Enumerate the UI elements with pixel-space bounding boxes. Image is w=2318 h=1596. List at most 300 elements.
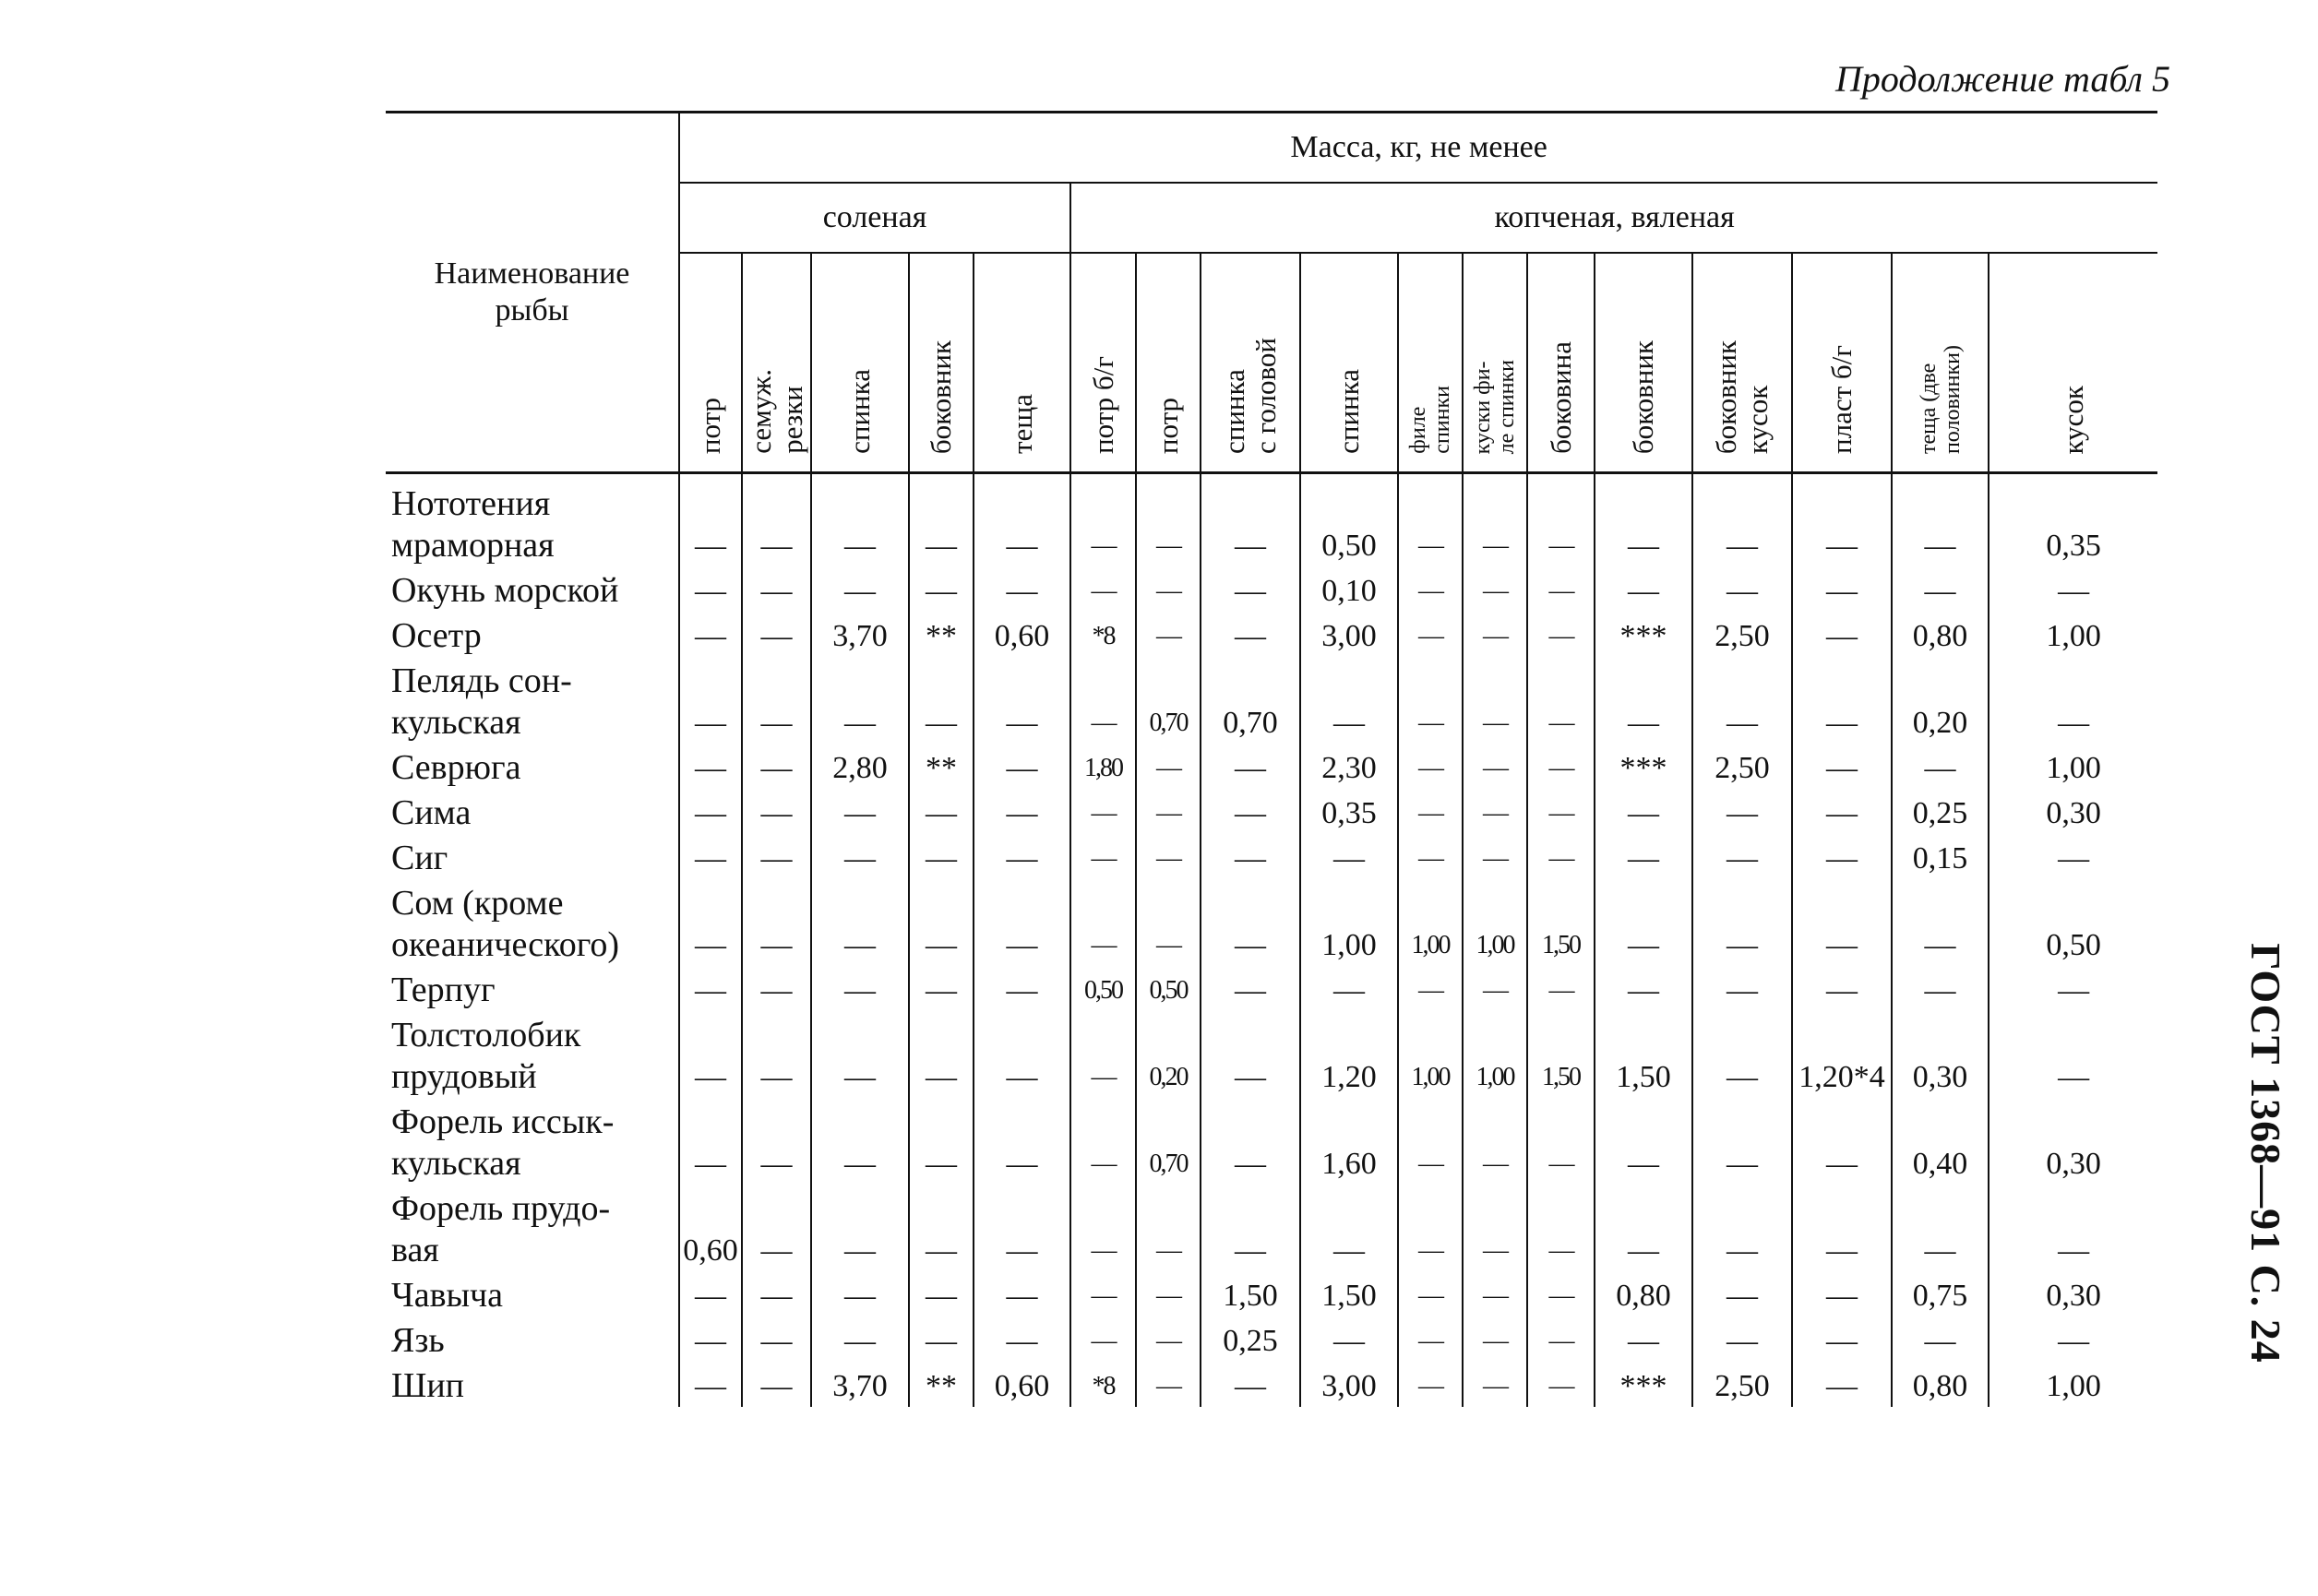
mass-value-cell: — <box>811 1271 909 1316</box>
table-row <box>386 834 2157 879</box>
mass-value-cell: — <box>742 744 811 789</box>
mass-value-cell: — <box>1136 1271 1201 1316</box>
mass-value-cell: — <box>742 473 811 567</box>
column-header-6 <box>1070 253 1136 473</box>
mass-value-cell: — <box>1300 1185 1398 1271</box>
mass-value-cell: — <box>1070 1098 1136 1185</box>
fish-name-cell: Нототения мраморная <box>391 484 555 565</box>
column-header-label: куски фи- ле спинки <box>1471 359 1519 454</box>
mass-value-cell: — <box>1792 834 1892 879</box>
mass-value-cell: — <box>1463 612 1527 657</box>
column-header-label: спинка с головой <box>1218 337 1282 454</box>
column-header-13 <box>1595 253 1692 473</box>
mass-value-cell: 0,60 <box>974 1362 1070 1407</box>
mass-value-cell: — <box>1201 879 1300 966</box>
mass-value-cell: — <box>1070 566 1136 612</box>
mass-value-cell: — <box>1989 1316 2157 1362</box>
mass-value-cell: — <box>909 1098 974 1185</box>
mass-value-cell: — <box>811 657 909 744</box>
group-header-salted: соленая <box>679 183 1070 253</box>
fish-name-cell: Сом (кроме океанического) <box>391 884 619 964</box>
mass-value-cell: — <box>1595 879 1692 966</box>
mass-value-cell: — <box>1398 657 1463 744</box>
mass-value-cell: — <box>1398 789 1463 834</box>
mass-value-cell: — <box>1892 744 1989 789</box>
mass-value-cell: — <box>811 473 909 567</box>
mass-value-cell: — <box>1692 1316 1792 1362</box>
fish-name-cell: Сима <box>391 793 472 832</box>
mass-value-cell: — <box>1136 744 1201 789</box>
mass-value-cell: — <box>1989 966 2157 1011</box>
mass-value-cell: — <box>1070 657 1136 744</box>
mass-value-cell: — <box>1070 473 1136 567</box>
mass-value-cell: — <box>1300 966 1398 1011</box>
column-header-label: теща (две половинки) <box>1916 344 1965 454</box>
mass-value-cell: — <box>1595 566 1692 612</box>
mass-value-cell: 1,50 <box>1527 879 1595 966</box>
column-header-15 <box>1792 253 1892 473</box>
mass-value-cell: — <box>909 834 974 879</box>
mass-value-cell: — <box>974 1098 1070 1185</box>
mass-value-cell: — <box>974 744 1070 789</box>
mass-value-cell: — <box>1692 789 1792 834</box>
mass-value-cell: — <box>811 834 909 879</box>
mass-value-cell: 1,00 <box>1398 1011 1463 1098</box>
column-header-label: семуж. резки <box>744 369 808 454</box>
column-header-label: потр б/г <box>1086 356 1119 454</box>
mass-value-cell: — <box>1527 834 1595 879</box>
mass-value-cell: — <box>1398 473 1463 567</box>
fish-name-cell: Шип <box>391 1366 465 1405</box>
mass-value-cell: — <box>1070 834 1136 879</box>
mass-value-cell: — <box>1595 1185 1692 1271</box>
mass-value-cell: — <box>1136 473 1201 567</box>
column-header-label: теща <box>1005 394 1038 454</box>
mass-value-cell: 0,70 <box>1136 657 1201 744</box>
mass-value-cell: *8 <box>1070 612 1136 657</box>
mass-value-cell: — <box>1792 657 1892 744</box>
mass-header: Масса, кг, не менее <box>679 113 2157 184</box>
mass-value-cell: — <box>1692 834 1792 879</box>
mass-value-cell: — <box>679 1098 742 1185</box>
mass-value-cell: — <box>1527 473 1595 567</box>
mass-value-cell: 0,20 <box>1892 657 1989 744</box>
mass-value-cell: — <box>1201 744 1300 789</box>
mass-value-cell: — <box>679 1316 742 1362</box>
mass-value-cell: — <box>1792 1185 1892 1271</box>
mass-value-cell: — <box>1070 1011 1136 1098</box>
mass-value-cell: — <box>1527 966 1595 1011</box>
mass-value-cell: — <box>1989 566 2157 612</box>
mass-value-cell: — <box>1595 1098 1692 1185</box>
mass-value-cell: — <box>1463 1098 1527 1185</box>
mass-value-cell: — <box>1201 473 1300 567</box>
mass-value-cell: — <box>909 1011 974 1098</box>
mass-value-cell: — <box>811 789 909 834</box>
mass-value-cell: 1,50 <box>1201 1271 1300 1316</box>
mass-value-cell: — <box>1989 1185 2157 1271</box>
column-header-label: спинка <box>1332 369 1365 454</box>
mass-value-cell: 1,50 <box>1595 1011 1692 1098</box>
mass-value-cell: — <box>679 744 742 789</box>
mass-value-cell: 0,80 <box>1595 1271 1692 1316</box>
mass-value-cell: — <box>1463 744 1527 789</box>
mass-value-cell: — <box>742 1271 811 1316</box>
mass-value-cell: — <box>679 834 742 879</box>
mass-value-cell: — <box>1136 1316 1201 1362</box>
mass-value-cell: — <box>742 1098 811 1185</box>
column-header-17 <box>1989 253 2157 473</box>
table-row <box>386 1185 2157 1271</box>
mass-value-cell: — <box>909 657 974 744</box>
group-header-smoked-dried: копченая, вяленая <box>1070 183 2157 253</box>
mass-value-cell: — <box>679 789 742 834</box>
table-row <box>386 966 2157 1011</box>
mass-value-cell: — <box>1595 789 1692 834</box>
mass-value-cell: — <box>742 612 811 657</box>
mass-value-cell: — <box>1201 834 1300 879</box>
column-header-11 <box>1463 253 1527 473</box>
mass-value-cell: — <box>1527 1185 1595 1271</box>
column-header-12 <box>1527 253 1595 473</box>
column-header-label: потр <box>1152 397 1184 454</box>
column-header-3 <box>811 253 909 473</box>
mass-value-cell: — <box>742 1011 811 1098</box>
mass-value-cell: 0,60 <box>974 612 1070 657</box>
mass-value-cell: *8 <box>1070 1362 1136 1407</box>
mass-value-cell: — <box>742 657 811 744</box>
fish-name-header <box>386 113 679 473</box>
mass-value-cell: — <box>679 966 742 1011</box>
column-header-label: боковник <box>1627 339 1659 454</box>
mass-value-cell: — <box>1398 1185 1463 1271</box>
mass-value-cell: — <box>679 1362 742 1407</box>
mass-value-cell: *** <box>1595 612 1692 657</box>
mass-value-cell: — <box>679 1271 742 1316</box>
mass-value-cell: — <box>1136 566 1201 612</box>
mass-value-cell: — <box>1595 1316 1692 1362</box>
mass-value-cell: 0,30 <box>1989 1271 2157 1316</box>
mass-value-cell: 1,00 <box>1398 879 1463 966</box>
mass-value-cell: 0,50 <box>1070 966 1136 1011</box>
mass-value-cell: — <box>1070 879 1136 966</box>
mass-value-cell: — <box>811 879 909 966</box>
mass-value-cell: — <box>1136 879 1201 966</box>
mass-value-cell: 0,80 <box>1892 1362 1989 1407</box>
mass-value-cell: — <box>1398 566 1463 612</box>
mass-value-cell: — <box>742 789 811 834</box>
mass-value-cell: — <box>811 966 909 1011</box>
mass-value-cell: — <box>1463 1362 1527 1407</box>
mass-value-cell: 1,60 <box>1300 1098 1398 1185</box>
mass-value-cell: — <box>1136 612 1201 657</box>
mass-value-cell: — <box>974 1271 1070 1316</box>
mass-value-cell: — <box>1136 1362 1201 1407</box>
column-header-4 <box>909 253 974 473</box>
mass-value-cell: — <box>679 879 742 966</box>
fish-name-header-text: Наименование рыбы <box>434 256 630 328</box>
mass-value-cell: — <box>1892 473 1989 567</box>
mass-value-cell: 0,50 <box>1300 473 1398 567</box>
mass-value-cell: — <box>1463 473 1527 567</box>
mass-value-cell: — <box>811 1185 909 1271</box>
mass-value-cell: — <box>811 1316 909 1362</box>
mass-value-cell: 1,50 <box>1527 1011 1595 1098</box>
mass-value-cell: — <box>811 566 909 612</box>
mass-value-cell: — <box>742 834 811 879</box>
fish-name-cell: Толстолобик прудовый <box>391 1016 581 1096</box>
mass-value-cell: — <box>1989 657 2157 744</box>
mass-value-cell: — <box>1201 1362 1300 1407</box>
mass-value-cell: ** <box>909 744 974 789</box>
mass-value-cell: 2,30 <box>1300 744 1398 789</box>
mass-value-cell: — <box>1792 612 1892 657</box>
mass-value-cell: — <box>1136 1185 1201 1271</box>
document-code-label: ГОСТ 1368—91 С. 24 <box>2242 943 2289 1364</box>
mass-value-cell: — <box>1527 1316 1595 1362</box>
column-header-16 <box>1892 253 1989 473</box>
column-header-1 <box>679 253 742 473</box>
mass-value-cell: 2,50 <box>1692 612 1792 657</box>
mass-value-cell: — <box>1892 1185 1989 1271</box>
mass-value-cell: — <box>679 1011 742 1098</box>
mass-value-cell: — <box>1398 744 1463 789</box>
mass-value-cell: 1,50 <box>1300 1271 1398 1316</box>
mass-value-cell: — <box>1792 966 1892 1011</box>
mass-value-cell: — <box>909 966 974 1011</box>
table-row <box>386 744 2157 789</box>
mass-value-cell: — <box>1300 657 1398 744</box>
mass-value-cell: — <box>974 473 1070 567</box>
mass-value-cell: — <box>1692 1011 1792 1098</box>
mass-value-cell: — <box>974 566 1070 612</box>
fish-mass-table-container <box>386 111 2157 1407</box>
mass-value-cell: — <box>1136 834 1201 879</box>
mass-value-cell: — <box>1463 657 1527 744</box>
mass-value-cell: 3,70 <box>811 1362 909 1407</box>
fish-name-cell: Чавыча <box>391 1276 504 1315</box>
mass-value-cell: 2,80 <box>811 744 909 789</box>
mass-value-cell: — <box>1692 473 1792 567</box>
mass-value-cell: — <box>1300 1316 1398 1362</box>
mass-value-cell: — <box>679 612 742 657</box>
column-header-label: потр <box>694 397 726 454</box>
table-continuation-caption: Продолжение табл 5 <box>1834 58 2170 100</box>
fish-name-cell: Форель прудо- вая <box>391 1189 611 1269</box>
mass-value-cell: — <box>1398 612 1463 657</box>
mass-value-cell: 0,60 <box>679 1185 742 1271</box>
mass-value-cell: — <box>811 1011 909 1098</box>
mass-value-cell: — <box>1792 566 1892 612</box>
mass-value-cell: — <box>679 657 742 744</box>
mass-value-cell: ** <box>909 612 974 657</box>
fish-name-cell: Форель иссык- кульская <box>391 1102 615 1183</box>
fish-name-cell: Сиг <box>391 839 448 877</box>
mass-value-cell: 0,40 <box>1892 1098 1989 1185</box>
mass-value-cell: — <box>742 1185 811 1271</box>
mass-value-cell: — <box>1463 1316 1527 1362</box>
table-row <box>386 789 2157 834</box>
mass-value-cell: 1,80 <box>1070 744 1136 789</box>
mass-value-cell: — <box>1527 566 1595 612</box>
table-row <box>386 612 2157 657</box>
mass-value-cell: 1,00 <box>1463 879 1527 966</box>
mass-value-cell: — <box>1792 1271 1892 1316</box>
fish-name-cell: Язь <box>391 1321 445 1360</box>
mass-value-cell: — <box>1201 789 1300 834</box>
mass-value-cell: 1,20 <box>1300 1011 1398 1098</box>
mass-value-cell: — <box>1201 1185 1300 1271</box>
mass-value-cell: — <box>1527 1271 1595 1316</box>
mass-value-cell: — <box>1201 1098 1300 1185</box>
mass-value-cell: — <box>1398 1362 1463 1407</box>
mass-value-cell: 1,00 <box>1300 879 1398 966</box>
mass-value-cell: — <box>1792 1362 1892 1407</box>
mass-value-cell: — <box>1527 744 1595 789</box>
mass-value-cell: — <box>1595 834 1692 879</box>
mass-value-cell: — <box>1692 879 1792 966</box>
mass-value-cell: ** <box>909 1362 974 1407</box>
table-row <box>386 473 2157 567</box>
mass-value-cell: 0,50 <box>1136 966 1201 1011</box>
mass-value-cell: — <box>1989 834 2157 879</box>
mass-value-cell: — <box>1792 879 1892 966</box>
table-row <box>386 1011 2157 1098</box>
mass-value-cell: 0,35 <box>1300 789 1398 834</box>
fish-name-cell: Пелядь сон- кульская <box>391 661 572 742</box>
mass-value-cell: 0,25 <box>1892 789 1989 834</box>
mass-value-cell: — <box>742 966 811 1011</box>
mass-value-cell: — <box>1892 566 1989 612</box>
mass-value-cell: — <box>974 657 1070 744</box>
column-header-label: боковник кусок <box>1710 339 1774 454</box>
column-header-label: боковина <box>1544 341 1577 454</box>
mass-value-cell: — <box>1527 657 1595 744</box>
mass-value-cell: — <box>1692 1098 1792 1185</box>
mass-value-cell: — <box>811 1098 909 1185</box>
mass-value-cell: — <box>1201 1011 1300 1098</box>
column-header-label: спинка <box>843 369 876 454</box>
mass-value-cell: 3,00 <box>1300 1362 1398 1407</box>
mass-value-cell: 0,30 <box>1989 1098 2157 1185</box>
mass-value-cell: — <box>1892 966 1989 1011</box>
mass-value-cell: — <box>909 473 974 567</box>
mass-value-cell: — <box>1201 612 1300 657</box>
mass-value-cell: — <box>1792 1316 1892 1362</box>
mass-value-cell: — <box>1398 966 1463 1011</box>
mass-value-cell: — <box>909 789 974 834</box>
column-header-label: боковник <box>925 339 957 454</box>
table-row <box>386 566 2157 612</box>
mass-value-cell: — <box>679 473 742 567</box>
mass-value-cell: — <box>1792 1098 1892 1185</box>
mass-value-cell: — <box>1527 789 1595 834</box>
mass-value-cell: — <box>1070 1185 1136 1271</box>
mass-value-cell: — <box>742 1316 811 1362</box>
column-header-2 <box>742 253 811 473</box>
fish-name-cell: Осетр <box>391 616 482 655</box>
mass-value-cell: 0,50 <box>1989 879 2157 966</box>
mass-value-cell: — <box>1398 834 1463 879</box>
mass-value-cell: 1,00 <box>1989 1362 2157 1407</box>
mass-value-cell: 2,50 <box>1692 1362 1792 1407</box>
mass-value-cell: — <box>1300 834 1398 879</box>
mass-value-cell: — <box>1070 789 1136 834</box>
mass-value-cell: — <box>1136 789 1201 834</box>
mass-value-cell: — <box>1527 612 1595 657</box>
table-row <box>386 1316 2157 1362</box>
mass-value-cell: — <box>1692 566 1792 612</box>
mass-value-cell: — <box>909 1185 974 1271</box>
table-row <box>386 1362 2157 1407</box>
mass-value-cell: — <box>1692 1185 1792 1271</box>
mass-value-cell: — <box>1070 1316 1136 1362</box>
column-header-7 <box>1136 253 1201 473</box>
column-header-9 <box>1300 253 1398 473</box>
mass-value-cell: — <box>1070 1271 1136 1316</box>
table-body <box>386 473 2157 1408</box>
mass-value-cell: — <box>974 966 1070 1011</box>
column-header-14 <box>1692 253 1792 473</box>
mass-value-cell: — <box>1989 1011 2157 1098</box>
table-row <box>386 879 2157 966</box>
mass-value-cell: 0,10 <box>1300 566 1398 612</box>
mass-value-cell: 0,75 <box>1892 1271 1989 1316</box>
mass-value-cell: — <box>1463 966 1527 1011</box>
mass-value-cell: — <box>742 566 811 612</box>
mass-value-cell: 3,00 <box>1300 612 1398 657</box>
mass-value-cell: 0,25 <box>1201 1316 1300 1362</box>
mass-value-cell: — <box>1892 879 1989 966</box>
mass-value-cell: — <box>1792 473 1892 567</box>
mass-value-cell: — <box>909 879 974 966</box>
column-header-label: кусок <box>2057 385 2090 454</box>
mass-value-cell: — <box>974 1011 1070 1098</box>
table-row <box>386 1098 2157 1185</box>
mass-value-cell: — <box>1792 744 1892 789</box>
mass-value-cell: — <box>909 1271 974 1316</box>
mass-value-cell: 0,70 <box>1136 1098 1201 1185</box>
mass-value-cell: — <box>1201 966 1300 1011</box>
mass-value-cell: *** <box>1595 744 1692 789</box>
fish-mass-table <box>386 111 2157 1407</box>
mass-value-cell: — <box>974 1316 1070 1362</box>
mass-value-cell: 0,35 <box>1989 473 2157 567</box>
mass-value-cell: 2,50 <box>1692 744 1792 789</box>
mass-value-cell: 3,70 <box>811 612 909 657</box>
mass-value-cell: — <box>1692 1271 1792 1316</box>
mass-value-cell: — <box>974 789 1070 834</box>
table-row <box>386 657 2157 744</box>
mass-value-cell: — <box>1595 657 1692 744</box>
mass-value-cell: — <box>1463 1185 1527 1271</box>
mass-value-cell: — <box>679 566 742 612</box>
column-header-label: филе спинки <box>1406 386 1454 454</box>
mass-value-cell: — <box>1463 789 1527 834</box>
mass-value-cell: — <box>1398 1316 1463 1362</box>
column-header-10 <box>1398 253 1463 473</box>
mass-value-cell: — <box>1398 1271 1463 1316</box>
mass-value-cell: — <box>974 1185 1070 1271</box>
mass-value-cell: — <box>742 879 811 966</box>
mass-value-cell: 1,00 <box>1989 744 2157 789</box>
fish-name-cell: Севрюга <box>391 748 521 787</box>
mass-value-cell: — <box>1595 966 1692 1011</box>
mass-value-cell: — <box>1527 1362 1595 1407</box>
mass-value-cell: — <box>1463 1271 1527 1316</box>
mass-value-cell: — <box>1595 473 1692 567</box>
table-row <box>386 1271 2157 1316</box>
